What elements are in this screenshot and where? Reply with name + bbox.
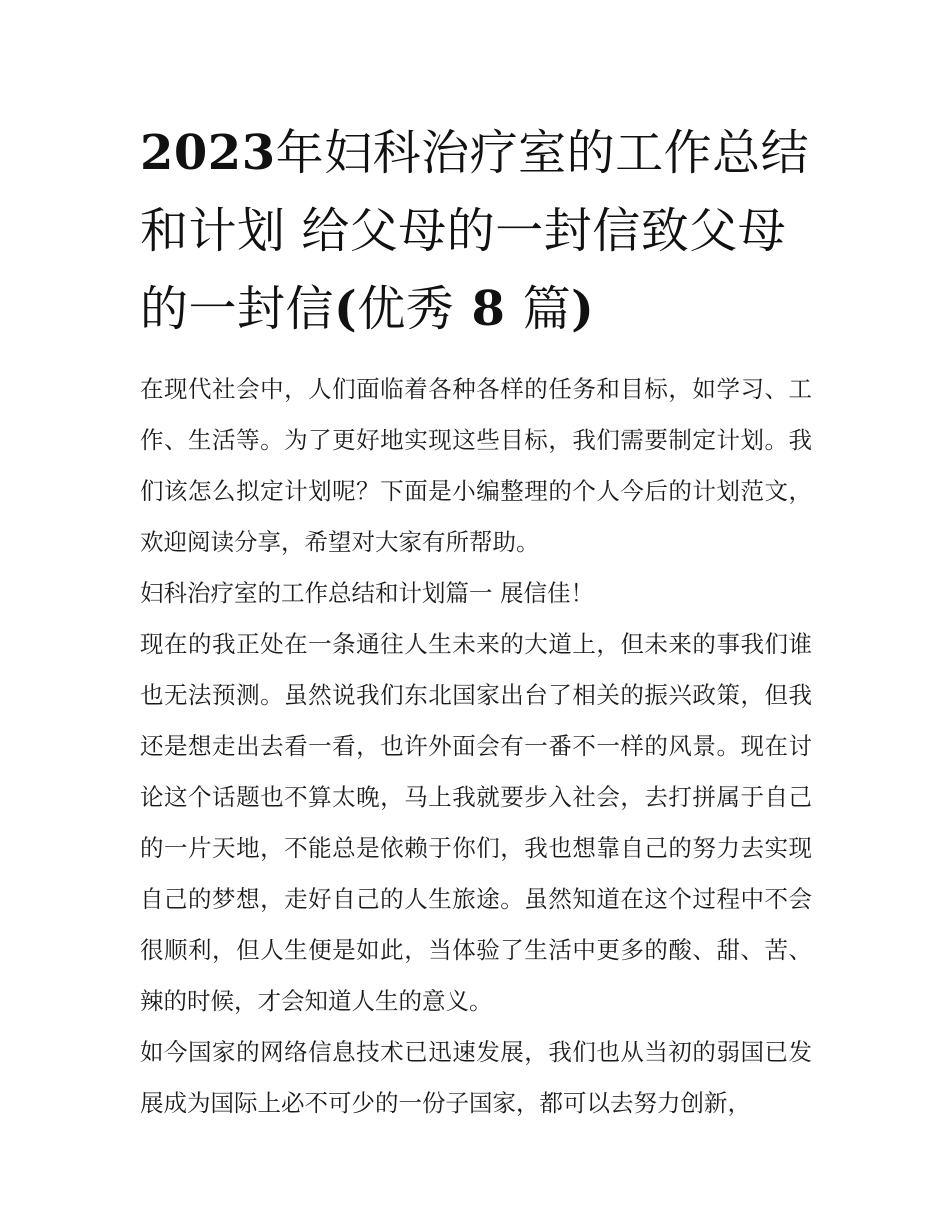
body-paragraph: 现在的我正处在一条通往人生未来的大道上，但未来的事我们谁也无法预测。虽然说我们东北国家出台了相关的振兴政策，但我还是想走出去看一看，也许外面会有一番不一样的风景。现在讨论这个话题也不算太晚，马上我就要步入社会，去打拼属于自己的一片天地，不能总是依赖于你们，我也想靠自己的努力去实现自己的梦想，走好自己的人生旅途。虽然知道在这个过程中不会很顺利，但人生便是如此，当体验了生活中更多的酸、甜、苦、辣的时候，才会知道人生的意义。 <box>140 630 812 1015</box>
title-part: 优秀 <box>357 281 455 337</box>
document-page <box>140 114 812 1129</box>
title-part: 年妇科治疗室的工作总结和计划 给父母的一封信致父母的一封信 <box>140 125 810 337</box>
title-part: ) <box>571 281 595 337</box>
title-part: 2023 <box>140 125 276 181</box>
title-part: ( <box>334 281 358 337</box>
body-paragraph: 如今国家的网络信息技术已迅速发展，我们也从当初的弱国已发展成为国际上必不可少的一份子国家，都可以去努力创新， <box>140 1038 812 1117</box>
document-title <box>140 114 812 348</box>
section-heading: 妇科治疗室的工作总结和计划篇一 展信佳！ <box>140 579 594 607</box>
intro-paragraph: 在现代社会中，人们面临着各种各样的任务和目标，如学习、工作、生活等。为了更好地实现这些目标，我们需要制定计划。我们该怎么拟定计划呢？下面是小编整理的个人今后的计划范文，欢迎阅读分享，希望对大家有所帮助。 <box>140 375 812 556</box>
document-body <box>140 364 812 1129</box>
title-part: 8 <box>454 281 523 337</box>
title-part: 篇 <box>522 281 572 337</box>
